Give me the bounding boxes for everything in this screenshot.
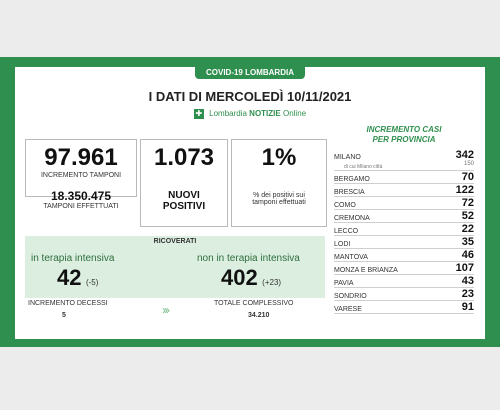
province-name: LODI [334,241,351,248]
header-tab: COVID-19 LOMBARDIA [195,67,305,79]
province-value: 91 [461,301,474,313]
decessi-incremento-label: INCREMENTO DECESSI [28,300,108,307]
tamponi-incremento-label: INCREMENTO TAMPONI [40,172,122,179]
province-value: 35 [461,236,474,248]
province-name: MANTOVA [334,254,368,261]
nuovi-positivi-label-1: NUOVI [168,190,200,201]
province-title-2: PER PROVINCIA [372,135,436,144]
page-title: I DATI DI MERCOLEDÌ 10/11/2021 [148,89,352,104]
province-value: 107 [455,262,474,274]
province-value: 150 [463,161,474,167]
percentuale-label-2: tamponi effettuati [252,199,306,206]
brand-strong: NOTIZIE [249,109,281,119]
tamponi-totale-value: 18.350.475 [50,189,112,203]
intensiva-delta: (-5) [85,278,99,287]
province-name: SONDRIO [334,293,367,300]
province-row [334,171,474,184]
province-value: 122 [455,184,474,196]
province-name: di cui Milano città [344,164,383,170]
province-row [334,236,474,249]
province-name: COMO [334,202,356,209]
nuovi-positivi-label-2: POSITIVI [162,201,206,212]
province-name: PAVIA [334,280,354,287]
province-value: 72 [461,197,474,209]
province-row [334,197,474,210]
province-row-milano-citta [334,161,474,171]
decessi-totale-value: 34.210 [248,312,270,319]
province-row [334,184,474,197]
non-intensiva-value: 402 [221,265,258,290]
percentuale-label-1: % dei positivi sui [253,192,305,199]
percentuale-value: 1% [261,144,297,171]
intensiva-value-row [57,265,98,291]
tamponi-box [25,139,137,210]
province-name: BERGAMO [334,176,370,183]
intensiva-label: in terapia intensiva [31,253,115,264]
province-name: LECCO [334,228,359,235]
nuovi-positivi-box [140,139,228,227]
intensiva-value: 42 [57,265,82,290]
non-intensiva-value-row [221,265,281,291]
province-value: 22 [461,223,474,235]
decessi-totale-label: TOTALE COMPLESSIVO [214,300,294,307]
province-name: MILANO [334,154,361,161]
percentuale-box [231,139,327,227]
province-value: 52 [461,210,474,222]
province-name: CREMONA [334,215,370,222]
province-value: 70 [461,171,474,183]
province-name: BRESCIA [334,189,365,196]
province-list [334,171,474,314]
province-value: 46 [461,249,474,261]
province-row [334,288,474,301]
province-row [334,301,474,314]
province-name: MONZA E BRIANZA [334,267,398,274]
tamponi-incremento-value: 97.961 [44,144,118,171]
tamponi-totale-label: TAMPONI EFFETTUATI [43,203,119,210]
province-name: VARESE [334,306,362,313]
lombardia-logo-icon: ✚ [195,109,203,118]
brand-suffix: Online [282,109,307,119]
province-row [334,223,474,236]
ricoverati-label: RICOVERATI [153,238,197,245]
province-row [334,262,474,275]
province-title-1: INCREMENTO CASI [366,125,442,134]
nuovi-positivi-value: 1.073 [153,144,215,171]
province-row [334,275,474,288]
brand-line [15,109,485,119]
province-row-milano [334,149,474,161]
province-value: 43 [461,275,474,287]
province-panel [334,125,474,314]
ricoverati-band [25,236,325,298]
province-row [334,210,474,223]
brand-prefix: Lombardia [209,109,247,119]
province-value: 23 [461,288,474,300]
decessi-incremento-value: 5 [62,312,66,319]
non-intensiva-label: non in terapia intensiva [197,253,300,264]
non-intensiva-delta: (+23) [262,278,282,287]
province-value: 342 [455,149,474,161]
province-row [334,249,474,262]
chevrons-icon: ››› [162,303,168,317]
